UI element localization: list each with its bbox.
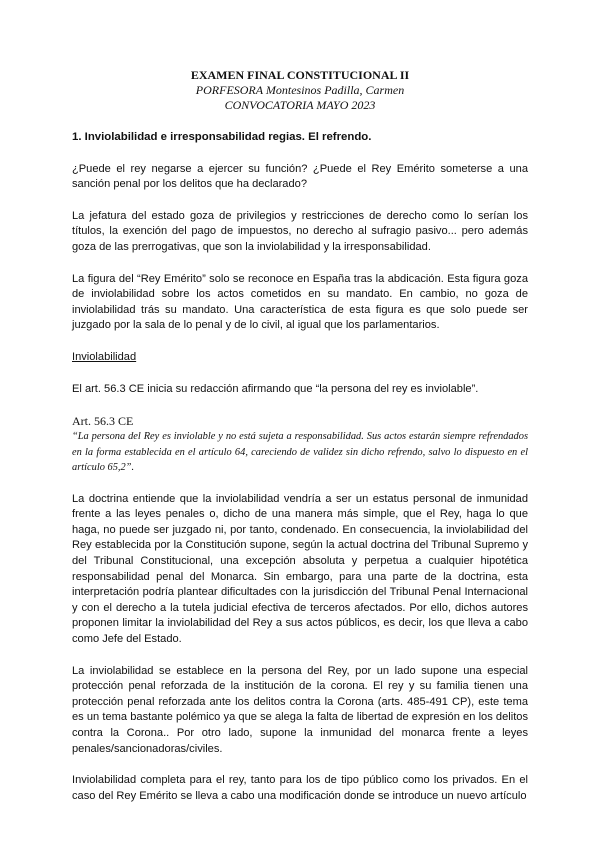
- paragraph-doctrina: La doctrina entiende que la inviolabilidad vendría a ser un estatus personal de inmunidad frente a las leyes penales o, dicho de una manera más simple, que el Rey, haga lo que haga, no puede ser juzgado ni, por tanto, condenado. En consecuencia, la inviolabilidad del Rey establecida por la Constitución supone, según la actual doctrina del Tribunal Supremo y del Tribunal Constitucional, una excepción absoluta y perpetua a cualquier hipotética responsabilidad penal del Monarca. Sin embargo, para una parte de la doctrina, esta interpretación podría plantear dificultades con la jurisdicción del Tribunal Penal Internacional y con el derecho a la tutela judicial efectiva de terceros afectados. Por ello, dichos autores proponen limitar la inviolabilidad del Rey a sus actos públicos, es decir, los que lleva a cabo como Jefe del Estado.: [72, 492, 528, 645]
- article-quote: “La persona del Rey es inviolable y no está sujeta a responsabilidad. Sus actos estarán siempre refrendados en la forma establecida en el artículo 64, careciendo de validez sin dicho refrendo, salvo lo dispuesto en el artículo 65,2”.: [72, 431, 528, 474]
- article-title: Art. 56.3 CE: [72, 414, 134, 429]
- paragraph-art-intro: El art. 56.3 CE inicia su redacción afirmando que “la persona del rey es inviolable”.: [72, 382, 479, 395]
- paragraph-proteccion: La inviolabilidad se establece en la persona del Rey, por un lado supone una especial protección penal reforzada de la institución de la corona. El rey y su familia tienen una protección penal reforzada ante los delitos contra la Corona (arts. 485-491 CP), este tema es un tema bastante polémico ya que se alega la falta de libertad de expresión en los delitos contra la Corona.. Por otro lado, supone la inmunidad del monarca frente a leyes penales/sancionadoras/civiles.: [72, 664, 528, 755]
- exam-title: EXAMEN FINAL CONSTITUCIONAL II: [190, 68, 410, 82]
- document-page: [72, 68, 528, 804]
- professor-line: PORFESORA Montesinos Padilla, Carmen: [195, 83, 405, 97]
- paragraph-questions: ¿Puede el rey negarse a ejercer su función? ¿Puede el Rey Emérito someterse a una sanción penal por los delitos que ha declarado?: [72, 162, 528, 191]
- paragraph-completa: Inviolabilidad completa para el rey, tanto para los de tipo público como los privados. En el caso del Rey Emérito se lleva a cabo una modificación donde se introduce un nuevo artículo: [72, 774, 528, 802]
- paragraph-jefatura: La jefatura del estado goza de privilegios y restricciones de derecho como lo serían los títulos, la exención del pago de impuestos, no derecho al sufragio pasivo... pero además goza de las prerrogativas, que son la inviolabilidad y la irresponsabilidad.: [72, 209, 528, 253]
- document-header: [72, 68, 528, 113]
- session-line: CONVOCATORIA MAYO 2023: [224, 98, 376, 112]
- paragraph-rey-emerito: La figura del “Rey Emérito” solo se reconoce en España tras la abdicación. Esta figura goza de inviolabilidad sobre los actos cometidos en su mandato. En cambio, no goza de inviolabilidad trás su mandato. Una característica de esta figura es que solo puede ser juzgado por la sala de lo penal y de lo civil, al igual que los parlamentarios.: [72, 272, 528, 332]
- section-heading: 1. Inviolabilidad e irresponsabilidad regias. El refrendo.: [72, 131, 372, 143]
- subheading-inviolabilidad: Inviolabilidad: [72, 350, 137, 363]
